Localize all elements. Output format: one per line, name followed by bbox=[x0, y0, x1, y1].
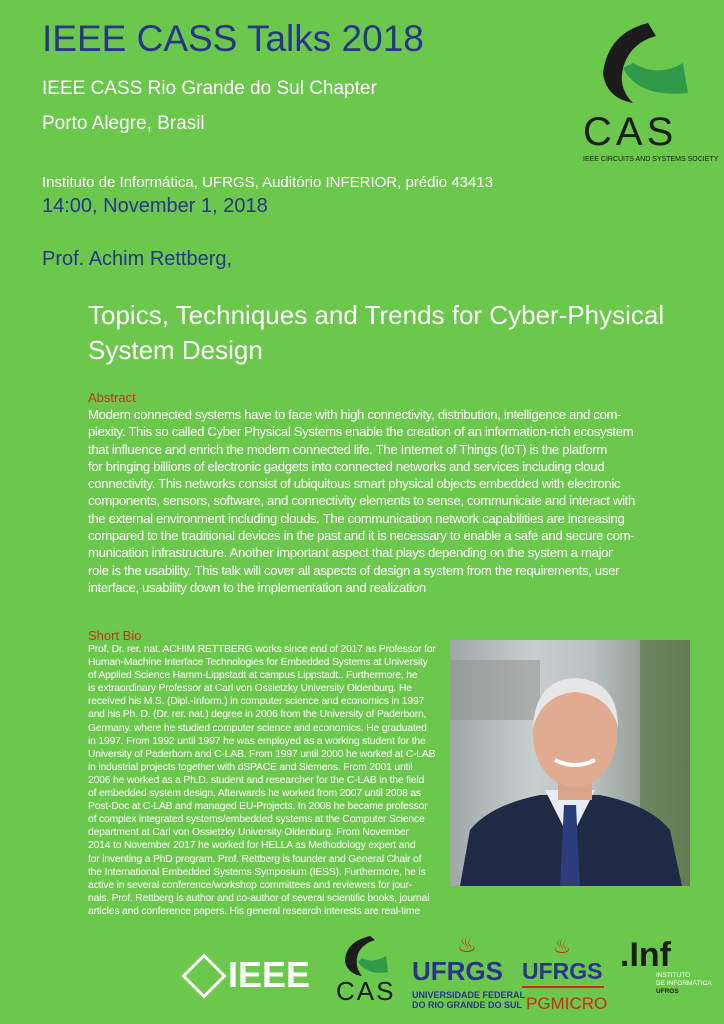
text-line: for bringing billions of electronic gadgets into connected networks and services including cloud bbox=[88, 458, 605, 474]
ieee-logo: IEEE bbox=[228, 954, 311, 995]
city: Porto Alegre, Brasil bbox=[42, 113, 205, 134]
speaker-photo bbox=[450, 640, 690, 886]
text-line: received his M.S. (Dipl.-Inform.) in computer science and economics in 1997 bbox=[88, 696, 425, 708]
bio-heading: Short Bio bbox=[88, 628, 142, 643]
cas-tagline: IEEE CIRCUITS AND SYSTEMS SOCIETY bbox=[583, 156, 719, 163]
pgmicro-logo: PGMICRO bbox=[526, 994, 608, 1013]
talk-title-line: Topics, Techniques and Trends for Cyber-Physical bbox=[88, 300, 665, 330]
text-line: department at Carl von Ossietzky University Oldenburg. From November bbox=[88, 827, 409, 839]
text-line: components, sensors, software, and connectivity elements to sense, communicate and interact with bbox=[88, 493, 635, 509]
text-line: nals. Prof. Rettberg is author and co-author of several scientific books, journal bbox=[88, 892, 430, 904]
talk-title-line: System Design bbox=[88, 335, 263, 365]
text-line: Modern connected systems have to face with high connectivity, distribution, intelligence and com- bbox=[88, 407, 622, 422]
text-line: munication infrastructure. Another important aspect that plays depending on the system a major bbox=[88, 545, 613, 561]
text-line: University of Paderborn and C-LAB. From 1997 until 2000 he worked at C-LAB bbox=[88, 748, 436, 760]
pgmicro-ufrgs: UFRGS bbox=[522, 958, 603, 984]
flame-icon: ♨ bbox=[457, 932, 477, 957]
bio-body bbox=[88, 643, 436, 918]
text-line: that influence and enrich the modern connected life. The Internet of Things (IoT) is the platform bbox=[88, 441, 608, 457]
text-line: role is the usability. This talk will cover all aspects of design a system from the requirements, user bbox=[88, 562, 620, 578]
inf-logo: .Inf bbox=[620, 936, 671, 974]
text-line: of complex integrated systems/embedded systems at the Computer Science bbox=[88, 814, 425, 826]
ufrgs-logo: UFRGS bbox=[412, 956, 503, 986]
chapter-name: IEEE CASS Rio Grande do Sul Chapter bbox=[42, 78, 377, 99]
cas-swirl-icon bbox=[340, 934, 390, 979]
cas-logo bbox=[578, 18, 718, 168]
text-line: is extraordinary Professor at Carl von Ossietzky University Oldenburg. He bbox=[88, 683, 412, 695]
event-title: IEEE CASS Talks 2018 bbox=[42, 18, 424, 59]
talk-title bbox=[88, 298, 664, 368]
text-line: the external environment including clouds. The communication network capabilities are increasing bbox=[88, 510, 625, 526]
text-line: plexity. This so called Cyber Physical Systems enable the creation of an information-rich ecosystem bbox=[88, 424, 634, 440]
ufrgs-subtitle: UNIVERSIDADE FEDERAL bbox=[412, 990, 526, 1000]
text-line: in industrial projects together with dSPACE and Siemens. From 2001 until bbox=[88, 761, 413, 773]
ufrgs-subtitle: DO RIO GRANDE DO SUL bbox=[412, 1000, 523, 1010]
abstract-heading: Abstract bbox=[88, 390, 136, 405]
text-line: Germany. where he studied computer science and economics. He graduated bbox=[88, 722, 427, 734]
ieee-diamond-icon bbox=[181, 953, 226, 998]
abstract-body bbox=[88, 406, 635, 596]
text-line: for inventing a PhD program. Prof. Rettberg is founder and General Chair of bbox=[88, 853, 422, 865]
venue: Instituto de Informática, UFRGS, Auditório INFERIOR, prédio 43413 bbox=[42, 174, 494, 191]
cas-wordmark: CAS bbox=[583, 110, 678, 154]
text-line: connectivity. This networks consist of ubiquitous smart physical objects embedded with electronic bbox=[88, 476, 621, 492]
text-line: of Applied Science Hamm-Lippstadt at campus Lippstadt.. Furthermore, he bbox=[88, 670, 418, 682]
text-line: 2006 he worked as a Ph.D. student and researcher for the C-LAB in the field bbox=[88, 774, 425, 786]
text-line: of embedded system design. Afterwards he worked from 2007 until 2008 as bbox=[88, 788, 421, 800]
cas-logo-small: CAS bbox=[336, 976, 396, 1006]
text-line: 2014 to November 2017 he worked for HELLA as Methodology expert and bbox=[88, 840, 416, 852]
text-line: Human-Machine Interface Technologies for Embedded Systems at University bbox=[88, 657, 428, 669]
datetime: 14:00, November 1, 2018 bbox=[42, 195, 268, 217]
sponsor-logos bbox=[180, 930, 720, 1024]
text-line: active in several conference/workshop committees and reviewers for jour- bbox=[88, 879, 413, 891]
flame-icon: ♨ bbox=[553, 936, 571, 958]
text-line: compared to the traditional devices in the past and it is necessary to enable a safe and secure com- bbox=[88, 528, 635, 544]
text-line: Prof. Dr. rer. nat. ACHIM RETTBERG works since end of 2017 as Professor for bbox=[88, 644, 436, 655]
text-line: and his Ph. D. (Dr. rer. nat.) degree in 2006 from the University of Paderborn, bbox=[88, 709, 427, 721]
text-line: articles and conference papers. His general research interests are real-time bbox=[88, 905, 420, 917]
inf-subtitle: INSTITUTO DE INFORMÁTICA UFRGS bbox=[656, 972, 712, 995]
text-line: the International Embedded Systems Symposium (IESS). Furthermore, he is bbox=[88, 866, 426, 878]
text-line: interface, usability down to the implementation and realization bbox=[88, 579, 426, 595]
speaker-name: Prof. Achim Rettberg, bbox=[42, 248, 233, 270]
text-line: Post-Doc at C-LAB and managed EU-Projects. In 2008 he became professor bbox=[88, 801, 428, 813]
text-line: in 1997. From 1992 until 1997 he was employed as a working student for the bbox=[88, 735, 426, 747]
